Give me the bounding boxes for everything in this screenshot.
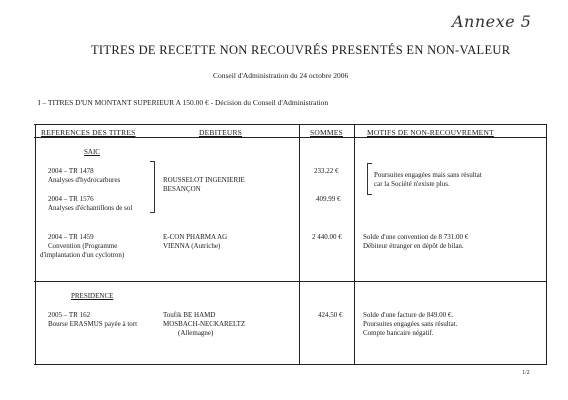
debtor-country: (Allemagne)	[178, 329, 214, 337]
ref-number: 2004 – TR 1576	[48, 195, 94, 203]
motif-line: Poursuites engagées mais sans résultat	[374, 171, 482, 179]
amount: 424.50 €	[318, 311, 343, 319]
bracket-icon	[367, 163, 372, 195]
ref-number: 2004 – TR 1478	[48, 167, 94, 175]
ref-detail: Analyses d'hydrocarbures	[48, 176, 121, 184]
motif-line: Poursuites engagées sans résultat.	[363, 320, 458, 328]
column-divider-sommes	[299, 124, 300, 364]
table-left-border	[35, 124, 36, 364]
motif-line: Débiteur étranger en dépôt de bilan.	[363, 242, 464, 250]
ref-number: 2005 – TR 162	[48, 311, 91, 319]
section-heading: I – TITRES D'UN MONTANT SUPERIEUR A 150.00 € - Décision du Conseil d'Administration	[38, 98, 329, 107]
debtor-city: VIENNA (Autriche)	[163, 242, 221, 250]
debtor-name: Toufik BE HAMD	[163, 311, 216, 319]
debtor-name: ROUSSELOT INGENIERIE	[163, 176, 245, 184]
column-header-sommes: SOMMES	[310, 128, 343, 137]
group-label-saic: SAIC	[84, 148, 100, 156]
motif-line: Solde d'une facture de 849.00 €.	[363, 311, 454, 319]
column-divider-motifs	[354, 124, 355, 364]
ref-detail: Analyses d'échantillons de sol	[48, 204, 133, 212]
amount: 2 440.00 €	[312, 233, 342, 241]
motif-line: car la Société n'existe plus.	[374, 180, 450, 188]
column-header-debiteurs: DEBITEURS	[199, 128, 243, 137]
ref-detail: Convention (Programme	[48, 242, 118, 250]
motif-line: Compte bancaire négatif.	[363, 329, 434, 337]
page-subtitle: Conseil d'Administration du 24 octobre 2006	[213, 71, 349, 80]
ref-detail: d'implantation d'un cyclotron)	[40, 251, 125, 259]
amount: 409.99 €	[316, 195, 341, 203]
page-title: TITRES DE RECETTE NON RECOUVRÉS PRESENTÉS EN NON-VALEUR	[91, 43, 511, 57]
table-top-border	[34, 124, 547, 125]
debtor-city: MOSBACH-NECKARELTZ	[163, 320, 246, 328]
bracket-icon	[150, 161, 155, 213]
annex-label: Annexe 5	[452, 12, 532, 31]
page-number: 1/2	[522, 370, 530, 376]
amount: 233.22 €	[314, 167, 339, 175]
group-label-presidence: PRESIDENCE	[71, 292, 114, 300]
column-header-motifs: MOTIFS DE NON-RECOUVREMENT	[367, 128, 494, 137]
table-bottom-border	[34, 364, 547, 365]
table-right-border	[546, 124, 547, 364]
table-header-border	[34, 137, 547, 138]
table-row-divider	[34, 281, 547, 282]
ref-detail: Bourse ERASMUS payée à tort	[48, 320, 138, 328]
column-header-references: REFERENCES DES TITRES	[41, 128, 136, 137]
debtor-name: E-CON PHARMA AG	[163, 233, 228, 241]
motif-line: Solde d'une convention de 8 731.00 €	[363, 233, 469, 241]
debtor-city: BESANÇON	[163, 185, 201, 193]
ref-number: 2004 – TR 1459	[48, 233, 94, 241]
